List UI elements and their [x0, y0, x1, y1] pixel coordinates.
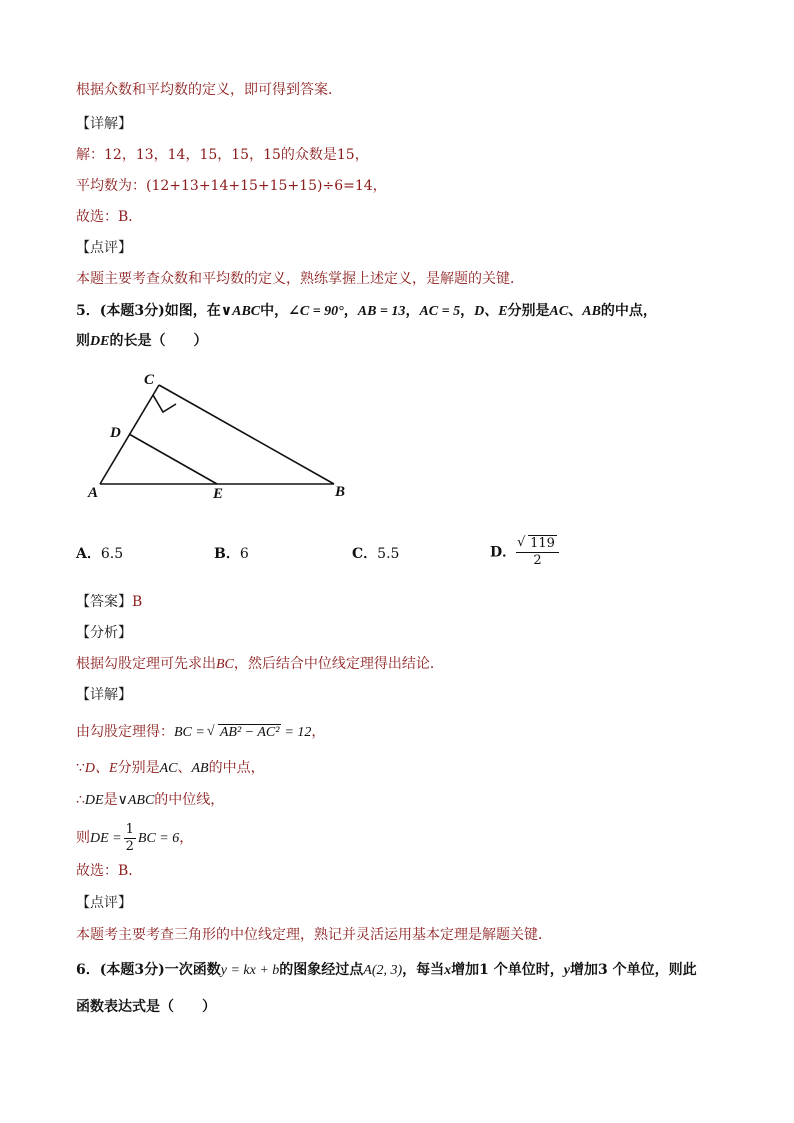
q5-option-d-fraction: [516, 536, 559, 569]
q5-sep-2: ，: [405, 303, 420, 319]
q5-stem-part1: 5．(本题3分)如图，在: [76, 303, 221, 319]
q5-stem-line-1: [76, 301, 657, 322]
q4-comment-text: 本题主要考查众数和平均数的定义，熟练掌握上述定义，是解题的关键．: [76, 271, 524, 287]
q5-analysis-bc: BC: [216, 657, 234, 672]
q5-segment-ac: AC: [549, 304, 569, 319]
q5-detail-1-end: ，: [311, 724, 326, 740]
q5-detail-2-ab: AB: [191, 761, 209, 776]
q4-detail-line-3: 故选：B．: [76, 209, 143, 225]
q5-detail-4-a: 则: [76, 830, 90, 846]
q5-detail-4-end: ，: [179, 830, 194, 846]
q5-stem-line-2: [76, 331, 207, 352]
q5-option-b-value: 6: [239, 546, 249, 562]
q4-comment-heading: 【点评】: [76, 240, 132, 256]
q5-detail-1-sqrt: [208, 723, 282, 743]
q5-stem-line2-b: 的长是（ ）: [109, 333, 208, 349]
q5-option-b-label: B．: [214, 546, 240, 562]
triangle-side-ca: [100, 385, 159, 484]
q5-sep-1: ，: [343, 303, 358, 319]
q5-analysis-text: [76, 654, 444, 675]
label-d: D: [110, 425, 121, 441]
triangle-side-cb: [159, 385, 334, 484]
q6-point-a: A(2, 3): [363, 963, 403, 978]
q5-detail-3-a: ∴: [76, 792, 85, 808]
q5-condition-ab: AB = 13: [357, 304, 406, 319]
q5-option-a-label: A．: [76, 546, 101, 562]
q5-detail-line-3: [76, 790, 224, 811]
q5-option-d: [490, 536, 559, 569]
q6-stem-line-2: 函数表达式是（ ）: [76, 999, 216, 1015]
q5-detail-line-2: [76, 758, 265, 779]
q5-detail-4-rest: BC = 6: [137, 831, 180, 846]
q5-segment-ab: AB: [582, 304, 601, 319]
q5-detail-3-c: 的中位线，: [154, 792, 225, 808]
q6-stem-line-1: [76, 960, 697, 981]
q5-analysis-heading: 【分析】: [76, 625, 132, 641]
q5-detail-4-fraction: [124, 822, 136, 855]
q5-stem-line2-a: 则: [76, 333, 90, 349]
label-e: E: [213, 486, 224, 502]
q5-detail-2-a: ∵: [76, 760, 85, 776]
label-b: B: [335, 484, 346, 500]
q5-detail-4-de: DE =: [90, 831, 122, 846]
q5-triangle-symbol: ∨ABC: [220, 304, 261, 319]
q6-var-y: y: [563, 963, 571, 978]
q4-detail-line-2: 平均数为：(12+13+14+15+15+15)÷6=14，: [76, 178, 387, 194]
q6-function: y = kx + b: [220, 963, 280, 978]
q6-stem-part1: 6．(本题3分)一次函数: [76, 962, 221, 978]
q6-var-x: x: [444, 963, 452, 978]
label-a: A: [88, 485, 99, 501]
q5-detail-1-bc: BC =: [174, 725, 205, 740]
q5-detail-line-4: [76, 820, 193, 857]
q6-stem-part4: 增加1 个单位时，: [451, 962, 564, 978]
q5-option-d-label: D．: [490, 544, 517, 561]
q5-detail-2-ac: AC: [159, 761, 178, 776]
q5-detail-2-c: 的中点，: [208, 760, 265, 776]
q5-option-d-radicand: 119: [530, 536, 555, 551]
q5-comment-text: 本题考主要考查三角形的中位线定理，熟记并灵活运用基本定理是解题关键．: [76, 927, 552, 943]
q5-option-c-label: C．: [352, 546, 378, 562]
q5-analysis-a: 根据勾股定理可先求出: [76, 656, 216, 672]
q5-detail-line-1: [76, 722, 325, 743]
q6-stem-part3: ，每当: [402, 962, 445, 978]
q4-detail-heading: 【详解】: [76, 116, 132, 132]
q5-option-c: [352, 544, 399, 564]
q5-detail-3-de: DE: [84, 793, 104, 808]
q4-detail-line-1: 解：12，13，14，15，15，15的众数是15，: [76, 147, 369, 163]
q5-detail-4-numerator: 1: [125, 821, 134, 837]
q5-stem-part3: 分别是: [507, 303, 550, 319]
q6-stem-part5: 增加3 个单位，则此: [570, 962, 697, 978]
q5-comment-heading: 【点评】: [76, 895, 132, 911]
q5-detail-2-dun: 、: [177, 760, 192, 776]
q5-condition-ac: AC = 5: [419, 304, 461, 319]
q5-segment-de: DE: [90, 334, 110, 349]
label-c: C: [144, 372, 155, 388]
q5-points-de: D、E: [474, 304, 508, 319]
midline-de: [129, 434, 217, 484]
q5-sep-3: ，: [460, 303, 475, 319]
q5-option-a: [76, 544, 123, 564]
q5-detail-1-radicand: AB² − AC²: [219, 725, 280, 740]
q6-stem-part2: 的图象经过点: [279, 962, 364, 978]
q5-detail-2-de: D、E: [84, 761, 118, 776]
q5-answer-heading: 【答案】: [76, 594, 132, 610]
q5-detail-line-5: 故选：B．: [76, 863, 143, 879]
q5-analysis-b: ，然后结合中位线定理得出结论．: [233, 656, 444, 672]
q5-detail-1-result: = 12: [284, 725, 312, 740]
q5-option-d-denominator: 2: [533, 553, 542, 568]
q5-detail-4-denominator: 2: [125, 838, 134, 854]
q5-detail-heading: 【详解】: [76, 687, 132, 703]
q5-condition-angle-c: ∠C = 90°: [288, 304, 344, 319]
q5-option-c-value: 5.5: [377, 546, 400, 562]
q5-answer-value: B: [132, 594, 143, 610]
q5-detail-3-tri: ∨ABC: [117, 793, 155, 808]
q5-detail-3-b: 是: [103, 792, 118, 808]
q5-option-a-value: 6.5: [100, 546, 124, 562]
q5-dun: 、: [568, 303, 583, 319]
q5-answer: [76, 592, 142, 612]
q5-stem-part4: 的中点，: [600, 303, 657, 319]
right-angle-marker: [153, 395, 176, 412]
q5-option-b: [214, 544, 249, 564]
q4-analysis-text: 根据众数和平均数的定义，即可得到答案．: [76, 82, 342, 98]
q5-detail-2-b: 分别是: [117, 760, 160, 776]
q5-stem-part2: 中，: [260, 303, 289, 319]
q5-detail-1-a: 由勾股定理得：: [76, 724, 174, 740]
